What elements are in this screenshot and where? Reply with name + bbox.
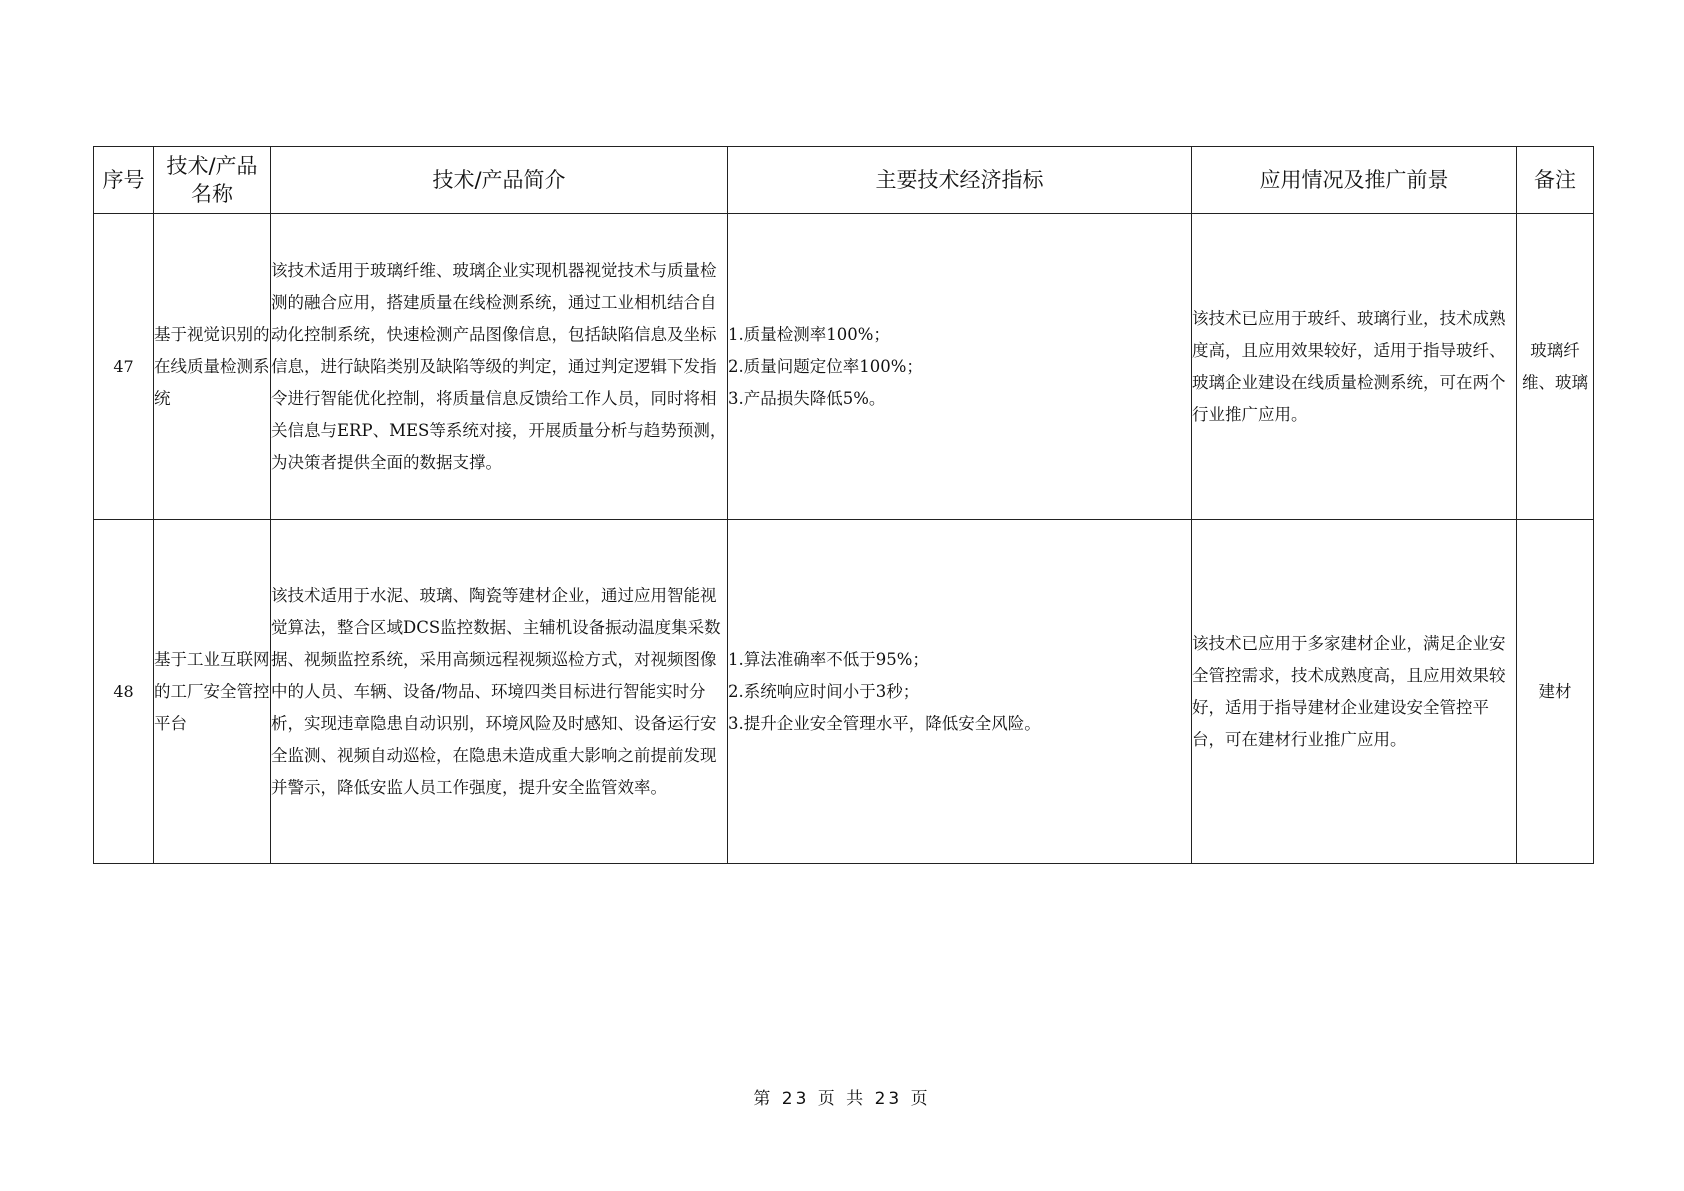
row-desc: 该技术适用于玻璃纤维、玻璃企业实现机器视觉技术与质量检测的融合应用，搭建质量在线检测系统，通过工业相机结合自动化控制系统，快速检测产品图像信息，包括缺陷信息及坐标信息，进行缺陷类别及缺陷等级的判定，通过判定逻辑下发指令进行智能优化控制，将质量信息反馈给工作人员，同时将相关信息与ERP、MES等系统对接，开展质量分析与趋势预测，为决策者提供全面的数据支撑。 — [271, 214, 728, 520]
row-no: 47 — [94, 214, 154, 520]
metric-item: 1.算法准确率不低于95%； — [728, 649, 929, 669]
table-row — [94, 520, 1594, 864]
row-no: 48 — [94, 520, 154, 864]
header-no: 序号 — [94, 147, 154, 214]
row-name: 基于工业互联网的工厂安全管控平台 — [154, 520, 271, 864]
metric-item: 1.质量检测率100%； — [728, 324, 890, 344]
header-name-line1: 技术/产品 — [166, 154, 258, 178]
row-desc: 该技术适用于水泥、玻璃、陶瓷等建材企业，通过应用智能视觉算法，整合区域DCS监控数据、主辅机设备振动温度集采数据、视频监控系统，采用高频远程视频巡检方式，对视频图像中的人员、车辆、设备/物品、环境四类目标进行智能实时分析，实现违章隐患自动识别，环境风险及时感知、设备运行安全监测、视频自动巡检，在隐患未造成重大影响之前提前发现并警示，降低安监人员工作强度，提升安全监管效率。 — [271, 520, 728, 864]
header-application: 应用情况及推广前景 — [1192, 147, 1517, 214]
header-name-line2: 名称 — [191, 182, 233, 206]
row-metrics — [728, 214, 1192, 520]
metric-item: 3.提升企业安全管理水平，降低安全风险。 — [728, 713, 1041, 733]
technology-table — [93, 146, 1594, 864]
row-application: 该技术已应用于多家建材企业，满足企业安全管控需求，技术成熟度高，且应用效果较好，适用于指导建材企业建设安全管控平台，可在建材行业推广应用。 — [1192, 520, 1517, 864]
row-application: 该技术已应用于玻纤、玻璃行业，技术成熟度高，且应用效果较好，适用于指导玻纤、玻璃企业建设在线质量检测系统，可在两个行业推广应用。 — [1192, 214, 1517, 520]
table-header-row — [94, 147, 1594, 214]
metric-item: 3.产品损失降低5%。 — [728, 388, 886, 408]
table-row — [94, 214, 1594, 520]
header-metrics: 主要技术经济指标 — [728, 147, 1192, 214]
header-note: 备注 — [1517, 147, 1594, 214]
row-name: 基于视觉识别的在线质量检测系统 — [154, 214, 271, 520]
row-metrics — [728, 520, 1192, 864]
page-number-footer: 第 23 页 共 23 页 — [753, 1089, 931, 1109]
metric-item: 2.系统响应时间小于3秒； — [728, 681, 920, 701]
metric-item: 2.质量问题定位率100%； — [728, 356, 923, 376]
header-desc: 技术/产品简介 — [271, 147, 728, 214]
header-name — [154, 147, 271, 214]
row-note: 建材 — [1517, 520, 1594, 864]
row-note: 玻璃纤维、玻璃 — [1517, 214, 1594, 520]
